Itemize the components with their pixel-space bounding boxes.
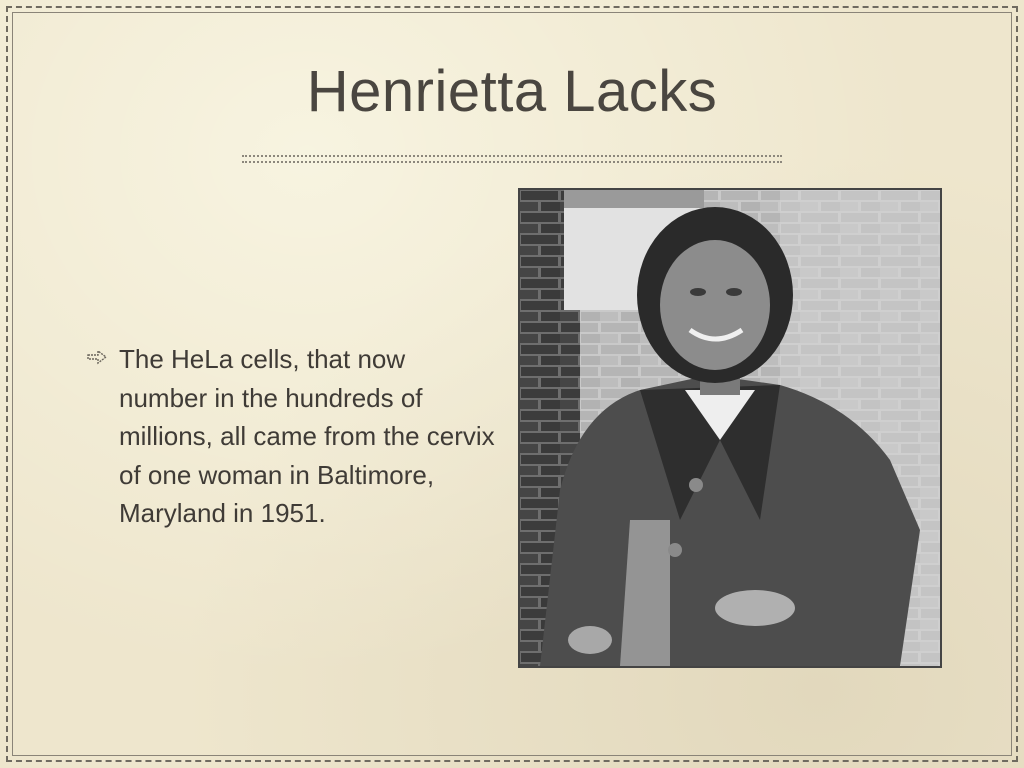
slide-title: Henrietta Lacks <box>306 59 718 124</box>
arrow-bullet-icon <box>86 349 108 365</box>
portrait-photo <box>518 188 942 668</box>
bullet-text: The HeLa cells, that now number in the hundreds of millions, all came from the cervix of one woman in Baltimore, Maryland in 1951. <box>119 344 495 528</box>
title-divider <box>242 155 782 163</box>
portrait-image <box>520 190 940 666</box>
